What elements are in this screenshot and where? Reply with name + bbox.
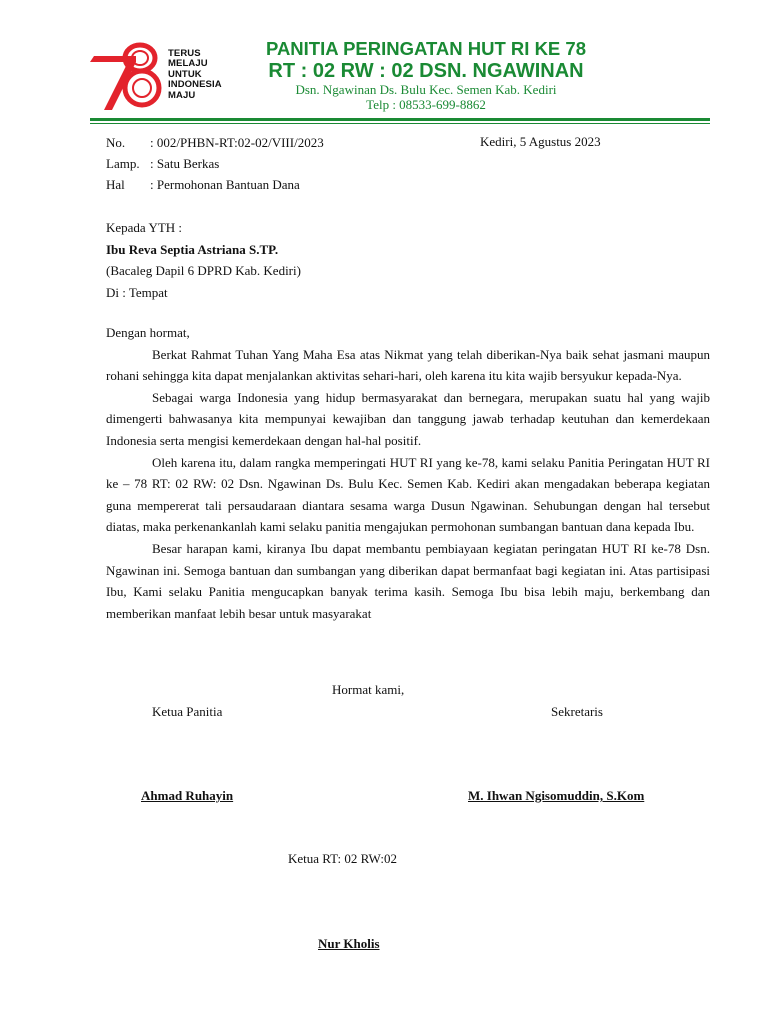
meta-number-value: : 002/PHBN-RT:02-02/VIII/2023 xyxy=(150,135,324,150)
committee-phone: Telp : 08533-699-8862 xyxy=(366,97,486,112)
committee-subtitle: RT : 02 RW : 02 DSN. NGAWINAN xyxy=(268,60,584,82)
logo-line: INDONESIA xyxy=(168,79,222,91)
meta-attachment xyxy=(106,153,324,174)
meta-number-label: No. xyxy=(106,135,126,150)
recipient-role: (Bacaleg Dapil 6 DPRD Kab. Kediri) xyxy=(106,263,301,278)
recipient-name: Ibu Reva Septia Astriana S.TP. xyxy=(106,241,279,257)
letter-meta xyxy=(106,132,324,195)
meta-attachment-label: Lamp. xyxy=(106,156,140,171)
logo-line: MELAJU xyxy=(168,58,208,70)
meta-subject-label: Hal xyxy=(106,177,125,192)
rt-chief-title: Ketua RT: 02 RW:02 xyxy=(288,851,397,866)
recipient-to: Kepada YTH : xyxy=(106,220,183,235)
meta-number xyxy=(106,132,324,153)
hut-78-emblem-icon xyxy=(88,40,166,112)
logo-tagline xyxy=(168,49,222,101)
logo-line: TERUS xyxy=(168,48,201,59)
letterhead-divider xyxy=(90,118,710,121)
secretary-name: M. Ihwan Ngisomuddin, S.Kom xyxy=(468,788,645,803)
letterhead xyxy=(236,38,616,112)
hut-78-logo xyxy=(88,40,248,112)
logo-line: UNTUK xyxy=(168,68,202,80)
closing: Hormat kami, xyxy=(332,682,405,697)
committee-title: PANITIA PERINGATAN HUT RI KE 78 xyxy=(265,38,586,59)
paragraph-2: Sebagai warga Indonesia yang hidup bermasyarakat dan bernegara, merupakan suatu hal yang wajib dimengerti bahwasanya kita mempunyai kewajiban dan tanggung jawab terhadap keutuhan dan kemerdekaan Indonesia serta mengisi kemerdekaan dengan hal-hal positif. xyxy=(106,389,710,448)
paragraph-4: Besar harapan kami, kiranya Ibu dapat membantu pembiayaan kegiatan peringatan HUT RI ke-78 Dsn. Ngawinan ini. Semoga bantuan dan sumbangan yang diberikan dapat bermanfaat bagi kegiatan ini. Atas partisipasi Ibu, Kami selaku Panitia mengucapkan banyak terima kasih. Semoga Ibu bisa lebih maju, berkembang dan memberikan manfaat lebih besar untuk masyarakat xyxy=(106,540,710,621)
committee-address: Dsn. Ngawinan Ds. Bulu Kec. Semen Kab. Kediri xyxy=(295,82,557,97)
secretary-title: Sekretaris xyxy=(551,704,603,719)
recipient-block xyxy=(106,217,301,303)
greeting: Dengan hormat, xyxy=(106,325,190,340)
meta-subject xyxy=(106,174,324,195)
rt-chief-name: Nur Kholis xyxy=(318,936,380,951)
letter-date: Kediri, 5 Agustus 2023 xyxy=(480,134,601,149)
paragraph-3: Oleh karena itu, dalam rangka memperingati HUT RI yang ke-78, kami selaku Panitia Peringatan HUT RI ke – 78 RT: 02 RW: 02 Dsn. Ngawinan Ds. Bulu Kec. Semen Kab. Kediri akan mengadakan beberapa kegiatan guna mempererat tali persaudaraan diantara sesama warga Dusun Ngawinan. Sehubungan dengan hal tersebut diatas, maka perkenankanlah kami selaku panitia mengajukan permohonan sumbangan bantuan dana kepada Ibu. xyxy=(106,454,710,535)
meta-subject-value: : Permohonan Bantuan Dana xyxy=(150,177,300,192)
meta-attachment-value: : Satu Berkas xyxy=(150,156,220,171)
chair-title: Ketua Panitia xyxy=(152,704,223,719)
recipient-place: Di : Tempat xyxy=(106,284,168,300)
letter-body xyxy=(106,322,710,624)
letterhead-divider-thin xyxy=(90,123,710,124)
logo-line: MAJU xyxy=(168,89,196,101)
paragraph-1: Berkat Rahmat Tuhan Yang Maha Esa atas Nikmat yang telah diberikan-Nya baik sehat jasmani maupun rohani sehingga kita dapat menjalankan aktivitas sehari-hari, oleh karena itu kita wajib bersyukur kepada-Nya. xyxy=(106,346,710,384)
chair-name: Ahmad Ruhayin xyxy=(141,788,234,803)
